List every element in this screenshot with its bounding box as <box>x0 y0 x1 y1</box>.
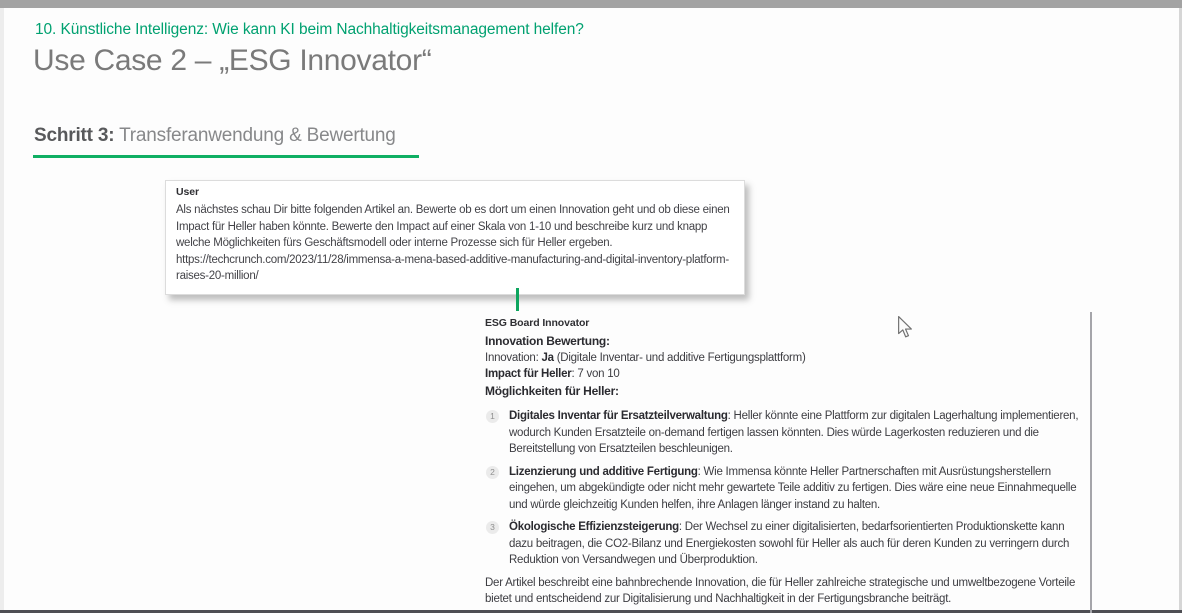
user-message-card <box>165 180 745 295</box>
slide-kicker: 10. Künstliche Intelligenz: Wie kann KI beim Nachhaltigkeitsmanagement helfen? <box>35 21 584 38</box>
innovation-line <box>485 350 1079 367</box>
list-item-text <box>509 519 1079 569</box>
list-item-text <box>509 408 1079 458</box>
assistant-message <box>485 317 1079 608</box>
list-item <box>485 408 1079 458</box>
list-item-title: Ökologische Effizienzsteigerung <box>509 521 679 533</box>
list-item-body: : Der Wechsel zu einer digitalisierten, bedarfsorientierten Produktionskette kann dazu beitragen, die CO2-Bilanz und Energiekosten sowohl für Heller als auch für deren Kunden zu verringern durch Reduktion von Versandwegen und Überproduktion. <box>509 521 1070 566</box>
impact-value: : 7 von 10 <box>571 368 620 380</box>
user-message-text <box>176 202 734 285</box>
list-number-badge: 2 <box>486 466 499 479</box>
article-url: https://techcrunch.com/2023/11/28/immensa-a-mena-based-additive-manufacturing-and-digital-inventory-platform-raises-20-million/ <box>176 253 729 282</box>
innovation-detail: (Digitale Inventar- und additive Fertigungsplattform) <box>553 351 806 364</box>
page-title: Use Case 2 – „ESG Innovator“ <box>33 44 432 77</box>
list-number-badge: 1 <box>486 410 499 423</box>
list-item <box>485 464 1079 514</box>
list-item-body: : Heller könnte eine Plattform zur digitalen Lagerhaltung implementieren, wodurch Kunden Ersatzteile on-demand fertigen lassen könnten. Dies würde Lagerkosten reduzieren und die Bereitstellung von Ersatzteilen beschleunigen. <box>509 410 1079 455</box>
opportunities-list <box>485 408 1079 569</box>
mouse-cursor-icon <box>897 316 913 338</box>
content-right-divider <box>1090 312 1092 613</box>
list-item-body: : Wie Immensa könnte Heller Partnerschaften mit Ausrüstungsherstellern eingehen, um abgekündigte oder nicht mehr gewartete Teile additiv zu fertigen. Dies wäre eine neue Einnahmequelle und würde gleichzeitig Kunden helfen, ihre Anlagen länger instand zu halten. <box>509 465 1077 511</box>
innovation-label: Innovation: <box>485 351 542 364</box>
connector-line <box>516 288 519 311</box>
list-number-badge: 3 <box>486 521 499 534</box>
opportunities-label: Möglichkeiten für Heller: <box>485 383 619 398</box>
user-message-author: User <box>176 186 199 198</box>
list-item <box>485 519 1079 569</box>
window-left-edge <box>0 8 4 613</box>
step-title: Transferanwendung & Bewertung <box>114 125 396 146</box>
section-heading <box>34 125 396 147</box>
list-item-title: Digitales Inventar für Ersatzteilverwaltung <box>509 410 728 422</box>
user-message-body: Als nächstes schau Dir bitte folgenden Artikel an. Bewerte ob es dort um einen Innovation geht und ob diese einen Impact für Heller haben könnte. Bewerte den Impact auf einer Skala von 1-10 und beschreibe kurz und knapp welche Möglichkeiten fürs Geschäftsmodell oder interne Prozesse sich für Heller ergeben. <box>176 204 730 249</box>
window-top-edge <box>0 0 1182 8</box>
list-item-title: Lizenzierung und additive Fertigung <box>509 465 698 478</box>
impact-label: Impact für Heller <box>485 368 572 380</box>
step-label: Schritt 3: <box>34 125 115 146</box>
impact-line <box>485 366 1079 383</box>
section-underline <box>33 155 419 158</box>
assistant-closing: Der Artikel beschreibt eine bahnbrechende Innovation, die für Heller zahlreiche strategische und umweltbezogene Vorteile bietet und entscheidend zur Digitalisierung und Nachhaltigkeit in der Fertigungsbranche beiträgt. <box>485 576 1076 605</box>
innovation-value: Ja <box>541 351 554 364</box>
assistant-author: ESG Board Innovator <box>485 317 590 329</box>
list-item-text <box>509 464 1079 514</box>
assistant-heading: Innovation Bewertung: <box>485 334 610 348</box>
